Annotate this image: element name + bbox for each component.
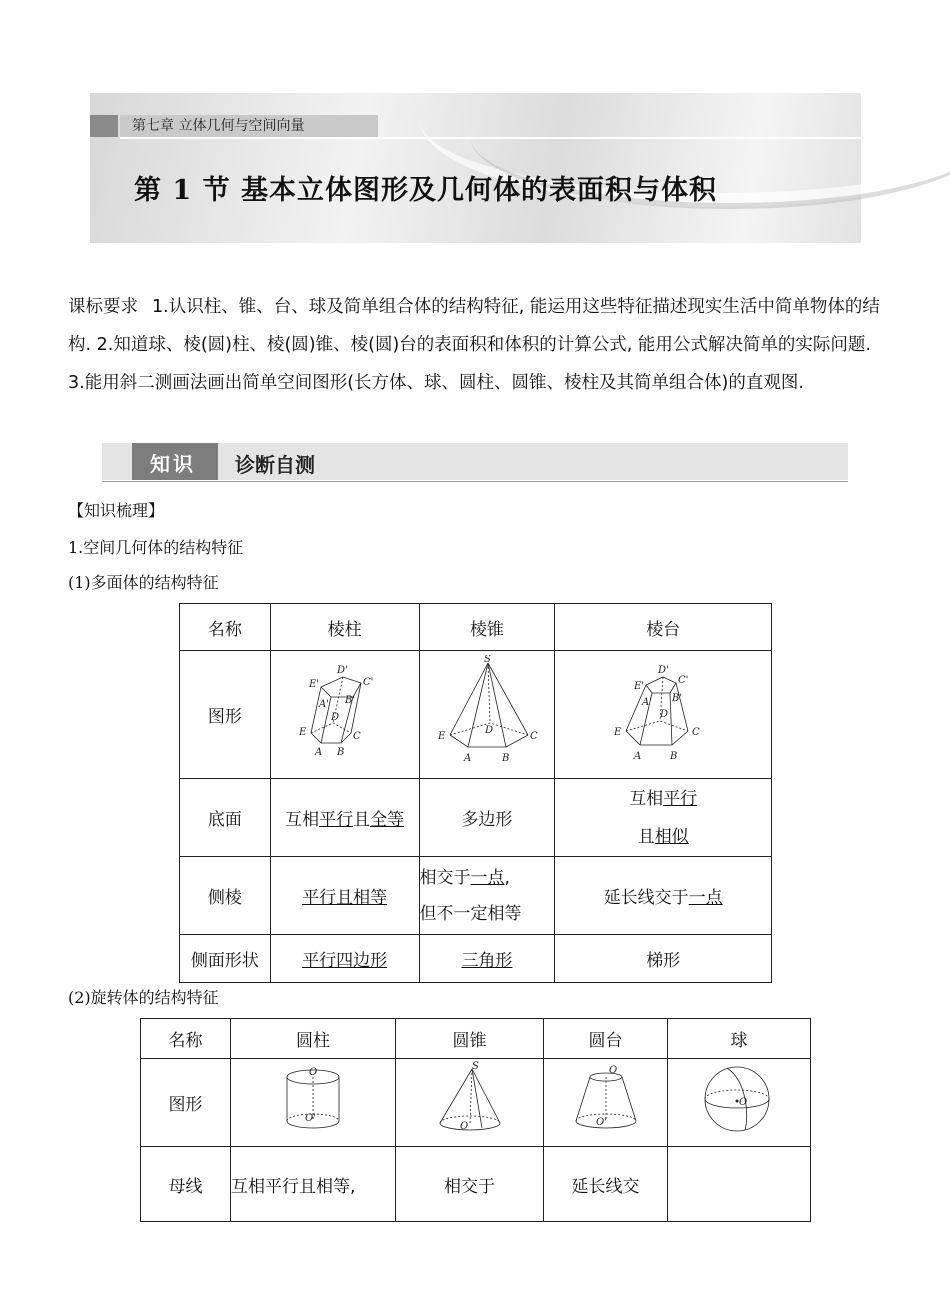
center-label: O	[608, 1065, 617, 1076]
vertex-label: S	[483, 654, 491, 665]
answer-text: 全等	[370, 810, 405, 830]
header-cell: 棱台	[555, 604, 772, 651]
answer-text: 平行	[319, 810, 354, 830]
row-label: 侧棱	[180, 857, 271, 935]
center-label: O'	[305, 1113, 316, 1124]
vertex-label: C	[529, 730, 538, 742]
cell-text: 互相	[285, 810, 320, 830]
table-cell	[419, 935, 555, 983]
answer-text: 相似	[654, 826, 689, 847]
cell-text: 延长线交于	[603, 888, 689, 908]
table-cell	[555, 857, 772, 935]
vertex-label: C'	[678, 674, 689, 686]
frustum-cone-figure-cell	[544, 1059, 668, 1147]
chapter-label: 第七章 立体几何与空间向量	[132, 118, 305, 134]
outline-item-1: 1.空间几何体的结构特征	[68, 538, 244, 557]
header-cell: 棱锥	[419, 604, 555, 651]
table-row	[180, 935, 772, 983]
cell-text: 相交于	[419, 867, 471, 888]
frustum-figure-cell	[555, 651, 772, 779]
table-cell: 互相平行且相等,	[231, 1147, 396, 1222]
vertex-label: E'	[634, 680, 645, 692]
prism-figure	[295, 657, 395, 767]
header-cell: 圆台	[544, 1019, 668, 1059]
answer-text: 一点	[470, 867, 505, 888]
header-cell: 圆锥	[396, 1019, 544, 1059]
row-label: 底面	[180, 779, 271, 857]
cell-text: 且	[353, 810, 371, 830]
outline-sub-1: (1)多面体的结构特征	[68, 573, 219, 592]
prism-frustum-figure	[608, 655, 718, 770]
header-cell: 名称	[180, 604, 271, 651]
vertex-label: C'	[362, 677, 373, 688]
polyhedron-table	[179, 603, 772, 983]
vertex-label: B'	[344, 695, 355, 706]
vertex-label: B	[670, 750, 678, 762]
vertex-label: C	[692, 726, 700, 738]
requirements-text: 1.认识柱、锥、台、球及简单组合体的结构特征, 能运用这些特征描述现实生活中简单物体的结构. 2.知道球、棱(圆)柱、棱(圆)锥、棱(圆)台的表面积和体积的计算公式, 能用公式解决简单的实际问题. 3.能用斜二测画法画出简单空间图形(长方体、球、圆柱、圆锥、棱柱及其简单组合体)的直观图.	[68, 297, 880, 393]
outline-sub-2: (2)旋转体的结构特征	[68, 988, 219, 1007]
table-row	[141, 1019, 811, 1059]
table-row	[180, 857, 772, 935]
center-label: O	[459, 1121, 468, 1132]
requirements-label: 课标要求	[68, 297, 138, 317]
header-cell: 名称	[141, 1019, 231, 1059]
vertex-label: D	[660, 708, 669, 720]
section-header	[102, 443, 848, 480]
table-cell	[270, 857, 419, 935]
requirements-paragraph	[68, 288, 883, 402]
vertex-label: E	[298, 727, 306, 738]
table-cell	[270, 779, 419, 857]
sphere-figure	[699, 1061, 779, 1139]
vertex-label: D	[330, 712, 339, 723]
answer-text: 平行四边形	[302, 951, 388, 971]
pyramid-figure-cell	[419, 651, 555, 779]
table-cell	[668, 1147, 811, 1222]
row-label: 图形	[141, 1059, 231, 1147]
vertex-label: A	[314, 747, 322, 758]
pyramid-figure	[432, 655, 542, 770]
center-label: O'	[595, 1117, 607, 1128]
table-cell: 延长线交	[544, 1147, 668, 1222]
cell-text: ,	[504, 867, 510, 888]
table-row	[180, 651, 772, 779]
vertex-label: A'	[642, 696, 653, 708]
row-label: 图形	[180, 651, 271, 779]
header-cell: 圆柱	[231, 1019, 396, 1059]
vertex-label: E	[614, 726, 622, 738]
vertex-label: E	[437, 730, 446, 742]
table-cell	[555, 779, 772, 857]
table-cell: 多边形	[419, 779, 555, 857]
center-label: O	[739, 1097, 748, 1108]
vertex-label: A	[463, 752, 472, 764]
answer-text: 三角形	[461, 951, 513, 971]
cylinder-figure	[273, 1063, 353, 1137]
vertex-label: B'	[672, 692, 683, 704]
answer-text: 平行	[663, 788, 698, 809]
outline-heading: 【知识梳理】	[68, 501, 165, 520]
table-row	[180, 604, 772, 651]
cell-text: 互相	[629, 788, 664, 809]
cone-figure-cell	[396, 1059, 544, 1147]
page-title: 第 1 节 基本立体图形及几何体的表面积与体积	[134, 175, 717, 206]
banner-rule	[120, 137, 861, 139]
cone-figure	[430, 1061, 510, 1139]
table-row	[141, 1147, 811, 1222]
vertex-label: B	[336, 747, 344, 758]
answer-text: 一点	[688, 888, 723, 908]
vertex-label: E'	[308, 679, 319, 690]
table-row	[180, 779, 772, 857]
vertex-label: B	[501, 752, 510, 764]
vertex-label: D	[484, 724, 493, 736]
banner-bar	[90, 115, 118, 137]
table-cell	[270, 935, 419, 983]
vertex-label: D'	[336, 665, 348, 676]
chapter-banner	[90, 93, 861, 243]
vertex-label: A'	[318, 699, 329, 710]
table-cell: 相交于	[396, 1147, 544, 1222]
rotation-body-table	[140, 1018, 811, 1222]
apex-label: S	[471, 1061, 479, 1072]
cone-frustum-figure	[566, 1061, 646, 1139]
answer-text: 平行且相等	[302, 888, 388, 908]
center-label: O	[309, 1067, 318, 1078]
table-cell: 梯形	[555, 935, 772, 983]
table-row	[141, 1059, 811, 1147]
section-tag	[132, 443, 218, 480]
vertex-label: D'	[658, 664, 669, 676]
row-label: 侧面形状	[180, 935, 271, 983]
row-label: 母线	[141, 1147, 231, 1222]
cell-text: 且	[637, 826, 655, 847]
cylinder-figure-cell	[231, 1059, 396, 1147]
section-underline	[102, 481, 848, 482]
header-cell: 球	[668, 1019, 811, 1059]
section-title: 诊断自测	[235, 453, 315, 477]
header-cell: 棱柱	[270, 604, 419, 651]
section-tag-label: 知识	[150, 452, 196, 476]
sphere-figure-cell	[668, 1059, 811, 1147]
cell-text: 但不一定相等	[419, 903, 522, 924]
prism-figure-cell	[270, 651, 419, 779]
vertex-label: C	[352, 731, 361, 742]
vertex-label: A	[634, 750, 642, 762]
table-cell	[419, 857, 555, 935]
